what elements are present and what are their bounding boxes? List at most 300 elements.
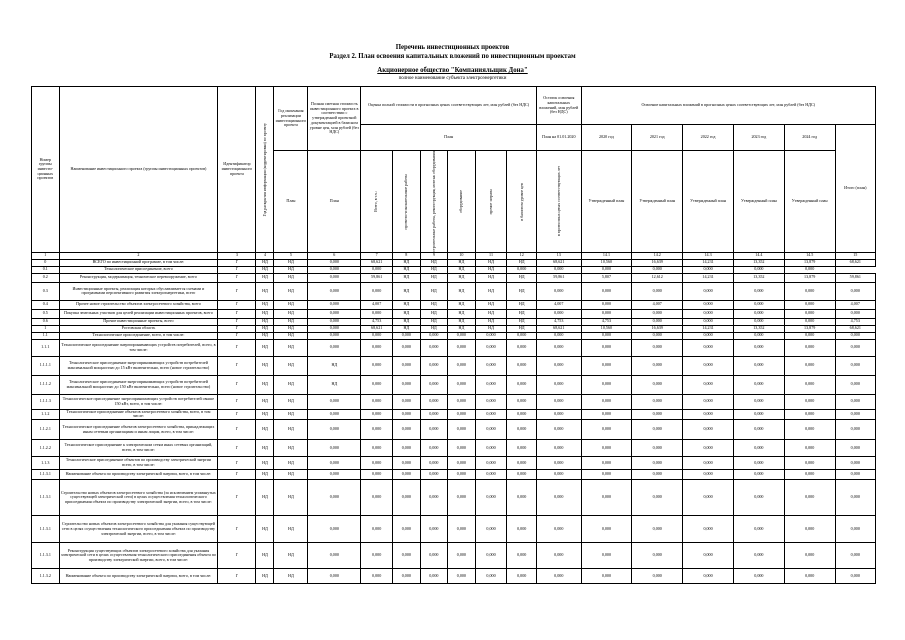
table-cell: 0,000 — [308, 470, 361, 480]
table-cell: 0,000 — [632, 480, 683, 516]
row-number-cell: 1.1.3.1 — [32, 543, 60, 569]
table-cell: 0,000 — [683, 339, 734, 356]
table-cell: 0,000 — [537, 266, 581, 273]
table-cell: 0,000 — [581, 282, 632, 300]
table-cell: 0,000 — [448, 440, 476, 457]
table-cell: НД — [448, 266, 476, 273]
table-cell: 0,000 — [308, 409, 361, 419]
table-cell: 0,000 — [784, 300, 835, 309]
row-number-cell: 1.1.2.1 — [32, 420, 60, 440]
table-cell: 0,000 — [835, 420, 875, 440]
table-row — [32, 375, 876, 394]
table-cell: НД — [256, 356, 274, 375]
table-cell: 0,000 — [308, 480, 361, 516]
table-cell: 0,000 — [581, 440, 632, 457]
table-cell: 0,000 — [448, 339, 476, 356]
table-cell: НД — [393, 318, 421, 325]
table-cell: НД — [256, 543, 274, 569]
table-cell: НД — [448, 309, 476, 318]
table-cell: 0,000 — [733, 480, 784, 516]
header-base-prices: в базисном уровне цен — [507, 151, 537, 253]
table-cell: 0,000 — [308, 543, 361, 569]
table-cell: 0,000 — [361, 409, 393, 419]
table-cell: Г — [218, 569, 256, 584]
table-cell: НД — [274, 440, 308, 457]
table-cell: 0,000 — [835, 457, 875, 470]
table-row — [32, 516, 876, 543]
row-name-cell: Реконструкция, модернизация, техническое перевооружение, всего — [59, 273, 218, 282]
table-cell: 4,753 — [537, 318, 581, 325]
header-approved-2024: Утвержденный план — [784, 151, 835, 253]
table-cell: 0,000 — [632, 318, 683, 325]
table-cell: Г — [218, 309, 256, 318]
table-cell: 0,000 — [683, 420, 734, 440]
column-number: 13 — [537, 252, 581, 259]
table-cell: НД — [274, 516, 308, 543]
table-cell: НД — [448, 273, 476, 282]
organization-caption: полное наименование субъекта электроэнергетики — [398, 76, 507, 81]
table-cell: 0,000 — [581, 300, 632, 309]
table-cell: НД — [274, 375, 308, 394]
table-cell: 0,000 — [581, 543, 632, 569]
table-cell: 10,560 — [581, 325, 632, 332]
table-cell: 0,000 — [308, 332, 361, 339]
row-number-cell: 0.6 — [32, 318, 60, 325]
row-number-cell: 1.1.1 — [32, 339, 60, 356]
table-cell: 0,000 — [475, 394, 507, 409]
table-cell: Г — [218, 332, 256, 339]
table-cell: НД — [256, 318, 274, 325]
column-number: 7 — [361, 252, 393, 259]
table-cell: 0,000 — [581, 332, 632, 339]
table-cell: 0,000 — [683, 457, 734, 470]
table-cell: 59,861 — [835, 273, 875, 282]
table-cell: 0,000 — [308, 569, 361, 584]
table-cell: НД — [274, 273, 308, 282]
table-cell: 0,000 — [507, 440, 537, 457]
table-cell: 0,000 — [581, 339, 632, 356]
table-cell: 0,000 — [393, 440, 421, 457]
table-cell: 59,861 — [361, 273, 393, 282]
row-name-cell: Прочие инвестиционные проекты, всего — [59, 318, 218, 325]
row-number-cell: 1.1.1.1 — [32, 356, 60, 375]
table-cell: 0,000 — [537, 339, 581, 356]
table-cell: НД — [256, 470, 274, 480]
table-cell: 0,000 — [537, 480, 581, 516]
table-cell: Г — [218, 318, 256, 325]
table-cell: 68,621 — [537, 259, 581, 266]
table-cell: 0,000 — [733, 318, 784, 325]
table-cell: 0,000 — [581, 375, 632, 394]
table-cell: 0,000 — [475, 332, 507, 339]
table-cell: 0,000 — [420, 420, 448, 440]
table-cell: 0,000 — [784, 569, 835, 584]
table-cell: 0,000 — [475, 356, 507, 375]
table-cell: 0,000 — [361, 457, 393, 470]
column-number: 14.2 — [632, 252, 683, 259]
row-number-cell: 1.1.3.1 — [32, 480, 60, 516]
table-cell: 0,000 — [581, 420, 632, 440]
table-cell: 0,000 — [632, 409, 683, 419]
table-cell: 0,000 — [361, 356, 393, 375]
table-cell: НД — [475, 282, 507, 300]
column-number: 8 — [393, 252, 421, 259]
table-cell: НД — [507, 318, 537, 325]
header-project-name: Наименование инвестиционного проекта (группы инвестиционных проектов) — [59, 87, 218, 253]
table-cell: 5,807 — [581, 273, 632, 282]
row-number-cell: 1.1.1.2 — [32, 375, 60, 394]
table-cell: НД — [256, 259, 274, 266]
table-cell: НД — [507, 259, 537, 266]
table-cell: 0,000 — [393, 457, 421, 470]
table-cell: 4,753 — [361, 318, 393, 325]
table-cell: 0,000 — [632, 339, 683, 356]
table-cell: 0,000 — [308, 282, 361, 300]
table-cell: НД — [393, 259, 421, 266]
table-row — [32, 259, 876, 266]
table-cell: 0,000 — [420, 394, 448, 409]
table-cell: 4,007 — [537, 300, 581, 309]
table-cell: Г — [218, 375, 256, 394]
table-cell: 0,000 — [308, 394, 361, 409]
table-cell: Г — [218, 409, 256, 419]
table-cell: 0,000 — [308, 420, 361, 440]
table-cell: 0,000 — [733, 266, 784, 273]
table-cell: 0,000 — [308, 339, 361, 356]
table-cell: 0,000 — [683, 470, 734, 480]
table-cell: 0,000 — [507, 516, 537, 543]
header-capital-investment: Освоение капитальных вложений в прогнозных ценах соответствующих лет, млн рублей (без НДС) — [581, 87, 875, 125]
table-cell: 0,000 — [632, 569, 683, 584]
table-cell: 0,000 — [361, 394, 393, 409]
table-cell: НД — [256, 420, 274, 440]
table-cell: 0,000 — [632, 332, 683, 339]
table-cell: Г — [218, 470, 256, 480]
row-name-cell: Прочее новое строительство объектов электросетевого хозяйства, всего — [59, 300, 218, 309]
column-number: 9 — [420, 252, 448, 259]
column-number: 1 — [32, 252, 60, 259]
table-cell: НД — [274, 300, 308, 309]
header-plan: План — [361, 125, 537, 151]
table-cell: НД — [256, 480, 274, 516]
table-cell: НД — [420, 273, 448, 282]
table-row — [32, 300, 876, 309]
table-cell: 0,000 — [733, 409, 784, 419]
table-cell: Г — [218, 457, 256, 470]
table-cell: 0,000 — [537, 332, 581, 339]
table-cell: 0,000 — [835, 470, 875, 480]
table-cell: 0,000 — [361, 470, 393, 480]
column-number: 14.4 — [733, 252, 784, 259]
table-cell: 0,000 — [581, 356, 632, 375]
table-cell: 0,000 — [784, 470, 835, 480]
table-cell: 0,000 — [683, 266, 734, 273]
table-cell: НД — [393, 273, 421, 282]
table-cell: 0,000 — [683, 394, 734, 409]
table-cell: Г — [218, 300, 256, 309]
table-cell: 59,861 — [537, 273, 581, 282]
table-cell: 0,000 — [632, 309, 683, 318]
row-name-cell: Инвестиционные проекты, реализация которых обуславливается схемами и программами перспективного развития электроэнергетики, всего — [59, 282, 218, 300]
table-cell: 0,000 — [507, 332, 537, 339]
table-cell: 0,000 — [784, 339, 835, 356]
table-cell: 0,000 — [448, 356, 476, 375]
table-cell: НД — [308, 356, 361, 375]
table-cell: НД — [256, 516, 274, 543]
table-cell: Г — [218, 273, 256, 282]
column-number: 14.3 — [683, 252, 734, 259]
table-cell: 0,000 — [420, 375, 448, 394]
column-number: 15 — [835, 252, 875, 259]
table-cell: 0,000 — [475, 375, 507, 394]
table-cell: 0,000 — [507, 480, 537, 516]
table-cell: НД — [256, 394, 274, 409]
table-row — [32, 332, 876, 339]
row-number-cell: 1.1.3.2 — [32, 569, 60, 584]
row-name-cell: Ростовская область — [59, 325, 218, 332]
table-cell: 13,879 — [784, 325, 835, 332]
table-cell: 13,352 — [733, 273, 784, 282]
row-number-cell: 0 — [32, 259, 60, 266]
table-cell: 0,000 — [393, 409, 421, 419]
header-year-2024: 2024 год — [784, 125, 835, 151]
table-cell: НД — [274, 409, 308, 419]
table-cell: 0,000 — [632, 470, 683, 480]
row-number-cell: 0.5 — [32, 309, 60, 318]
table-cell: 0,000 — [308, 325, 361, 332]
table-cell: 4,753 — [835, 318, 875, 325]
table-row — [32, 543, 876, 569]
row-number-cell: 1 — [32, 325, 60, 332]
table-row — [32, 409, 876, 419]
column-number: 6 — [308, 252, 361, 259]
table-cell: 0,000 — [393, 480, 421, 516]
table-cell: 0,000 — [581, 480, 632, 516]
document-title: Перечень инвестиционных проектов — [395, 44, 510, 51]
table-cell: 0,000 — [733, 300, 784, 309]
table-cell: 0,000 — [507, 420, 537, 440]
table-cell: 0,000 — [537, 420, 581, 440]
table-cell: 0,000 — [683, 300, 734, 309]
table-cell: 0,000 — [475, 457, 507, 470]
table-cell: НД — [420, 266, 448, 273]
table-cell: 0,000 — [733, 569, 784, 584]
table-cell: 0,000 — [537, 309, 581, 318]
table-cell: НД — [475, 300, 507, 309]
table-cell: НД — [420, 259, 448, 266]
table-cell: 0,000 — [632, 394, 683, 409]
header-approved-2022: Утвержденный план — [683, 151, 734, 253]
table-cell: Г — [218, 356, 256, 375]
header-plan-col5: План — [274, 151, 308, 253]
row-name-cell: Реконструкция существующих объектов электросетевого хозяйства для указания электрической сети в целях осуществления технологического присоединения объекта по производству электрической энергии, всего, в том числе: — [59, 543, 218, 569]
table-cell: 0,000 — [537, 356, 581, 375]
table-cell: 0,000 — [308, 457, 361, 470]
header-forecast-prices: в прогнозных ценах соответствующих лет — [537, 151, 581, 253]
table-cell: 0,000 — [448, 375, 476, 394]
table-cell: 0,000 — [448, 394, 476, 409]
table-cell: 0,000 — [581, 457, 632, 470]
row-name-cell: Строительство новых объектов электросетевого хозяйства (за исключением упомянутых существующей электрической сети) в целях осуществления технологического присоединения объекта по производству электрической энергии, всего, в том числе: — [59, 480, 218, 516]
table-cell: 0,000 — [784, 543, 835, 569]
table-cell: 0,000 — [683, 332, 734, 339]
table-cell: 0,000 — [420, 543, 448, 569]
table-cell: НД — [448, 300, 476, 309]
table-body — [32, 259, 876, 583]
table-cell: НД — [475, 318, 507, 325]
header-plan-col6: План — [308, 151, 361, 253]
row-number-cell: 1.1.3.1 — [32, 516, 60, 543]
table-row — [32, 356, 876, 375]
header-total-plan: Итого (план) — [835, 125, 875, 253]
table-cell: 0,000 — [475, 480, 507, 516]
table-cell: 0,000 — [784, 375, 835, 394]
table-cell: НД — [393, 282, 421, 300]
table-row — [32, 394, 876, 409]
table-cell: 0,000 — [308, 309, 361, 318]
table-cell: 0,000 — [448, 569, 476, 584]
table-cell: НД — [274, 309, 308, 318]
table-cell: Г — [218, 516, 256, 543]
table-cell: 0,000 — [537, 440, 581, 457]
table-cell: НД — [475, 309, 507, 318]
table-cell: 0,000 — [507, 266, 537, 273]
row-name-cell: Технологическое присоединение энергопринимающих устройств потребителей максимальной мощностью до 15 кВт включительно, всего (новое строительство) — [59, 356, 218, 375]
header-equipment: оборудование — [448, 151, 476, 253]
table-cell: 0,000 — [784, 282, 835, 300]
table-cell: 0,000 — [448, 409, 476, 419]
header-project-id: Идентификатор инвестиционного проекта — [218, 87, 256, 253]
table-cell: НД — [393, 300, 421, 309]
row-name-cell: Технологическое присоединение объектов электросетевого хозяйства, всего, в том числе: — [59, 409, 218, 419]
row-name-cell: Наименование объекта по производству электрической энергии, всего, в том числе: — [59, 569, 218, 584]
table-cell: 68,621 — [835, 325, 875, 332]
table-cell: 0,000 — [581, 569, 632, 584]
table-cell: 0,000 — [835, 356, 875, 375]
table-cell: Г — [218, 440, 256, 457]
table-cell: 0,000 — [475, 339, 507, 356]
table-cell: 0,000 — [308, 259, 361, 266]
header-plan-date: План на 01.01.2020 — [537, 125, 581, 151]
table-cell: НД — [256, 409, 274, 419]
table-cell: 0,000 — [835, 394, 875, 409]
table-cell: 12,612 — [632, 273, 683, 282]
table-cell: 68,621 — [361, 259, 393, 266]
table-cell: 0,000 — [683, 480, 734, 516]
table-cell: 0,000 — [632, 457, 683, 470]
table-cell: 0,000 — [537, 457, 581, 470]
table-cell: НД — [448, 325, 476, 332]
header-approved-2021: Утвержденный план — [632, 151, 683, 253]
table-cell: 16,639 — [632, 325, 683, 332]
table-cell: НД — [507, 282, 537, 300]
table-cell: 4,753 — [581, 318, 632, 325]
table-cell: НД — [475, 325, 507, 332]
table-cell: 0,000 — [475, 569, 507, 584]
table-cell: 14,231 — [683, 325, 734, 332]
table-cell: 0,000 — [835, 375, 875, 394]
table-cell: НД — [475, 266, 507, 273]
table-cell: 0,000 — [683, 569, 734, 584]
table-row — [32, 273, 876, 282]
table-cell: 0,000 — [393, 470, 421, 480]
table-cell: 68,621 — [835, 259, 875, 266]
table-cell: НД — [256, 339, 274, 356]
table-cell: НД — [256, 332, 274, 339]
table-cell: 0,000 — [507, 394, 537, 409]
table-cell: 0,000 — [784, 309, 835, 318]
table-cell: НД — [274, 420, 308, 440]
table-cell: 0,000 — [361, 375, 393, 394]
header-year-2021: 2021 год — [632, 125, 683, 151]
table-cell: 0,000 — [420, 409, 448, 419]
table-cell: 0,000 — [507, 339, 537, 356]
table-cell: 0,000 — [420, 339, 448, 356]
table-cell: 0,000 — [475, 516, 507, 543]
table-cell: 4,007 — [835, 300, 875, 309]
table-cell: 13,879 — [784, 273, 835, 282]
table-cell: НД — [274, 282, 308, 300]
table-row — [32, 318, 876, 325]
table-cell: 0,000 — [361, 420, 393, 440]
column-number: 14.1 — [581, 252, 632, 259]
table-row — [32, 420, 876, 440]
table-cell: 0,000 — [537, 394, 581, 409]
table-cell: 0,000 — [420, 480, 448, 516]
table-cell: 0,000 — [784, 480, 835, 516]
table-cell: НД — [274, 569, 308, 584]
table-cell: 0,000 — [393, 516, 421, 543]
table-cell: 0,000 — [537, 409, 581, 419]
table-cell: НД — [274, 356, 308, 375]
column-number: 3 — [218, 252, 256, 259]
section-title: Раздел 2. План освоения капитальных вложений по инвестиционным проектам — [329, 53, 576, 60]
table-cell: 0,000 — [393, 420, 421, 440]
row-number-cell: 1.1.2.2 — [32, 440, 60, 457]
row-name-cell: Технологическое присоединение, всего — [59, 266, 218, 273]
table-cell: 0,000 — [308, 318, 361, 325]
table-cell: 0,000 — [835, 339, 875, 356]
table-cell: 0,000 — [393, 569, 421, 584]
table-cell: НД — [393, 266, 421, 273]
table-cell: 0,000 — [683, 440, 734, 457]
table-cell: 0,000 — [393, 394, 421, 409]
table-cell: 0,000 — [475, 440, 507, 457]
table-cell: 0,000 — [581, 516, 632, 543]
table-cell: 0,000 — [537, 375, 581, 394]
table-cell: НД — [507, 273, 537, 282]
table-cell: 0,000 — [308, 266, 361, 273]
table-cell: 0,000 — [683, 409, 734, 419]
table-cell: 0,000 — [361, 339, 393, 356]
table-row — [32, 480, 876, 516]
table-cell: 0,000 — [835, 409, 875, 419]
table-cell: 0,000 — [835, 440, 875, 457]
table-cell: НД — [448, 259, 476, 266]
table-cell: НД — [393, 309, 421, 318]
table-cell: Г — [218, 266, 256, 273]
table-cell: НД — [274, 332, 308, 339]
table-cell: НД — [256, 325, 274, 332]
table-cell: НД — [256, 569, 274, 584]
header-approved-2023: Утвержденный план — [733, 151, 784, 253]
table-cell: 0,000 — [308, 516, 361, 543]
table-cell: НД — [274, 394, 308, 409]
table-cell: 0,000 — [537, 543, 581, 569]
row-name-cell: ВСЕГО по инвестиционной программе, в том числе: — [59, 259, 218, 266]
table-cell: 0,000 — [784, 356, 835, 375]
table-cell: 0,000 — [308, 273, 361, 282]
